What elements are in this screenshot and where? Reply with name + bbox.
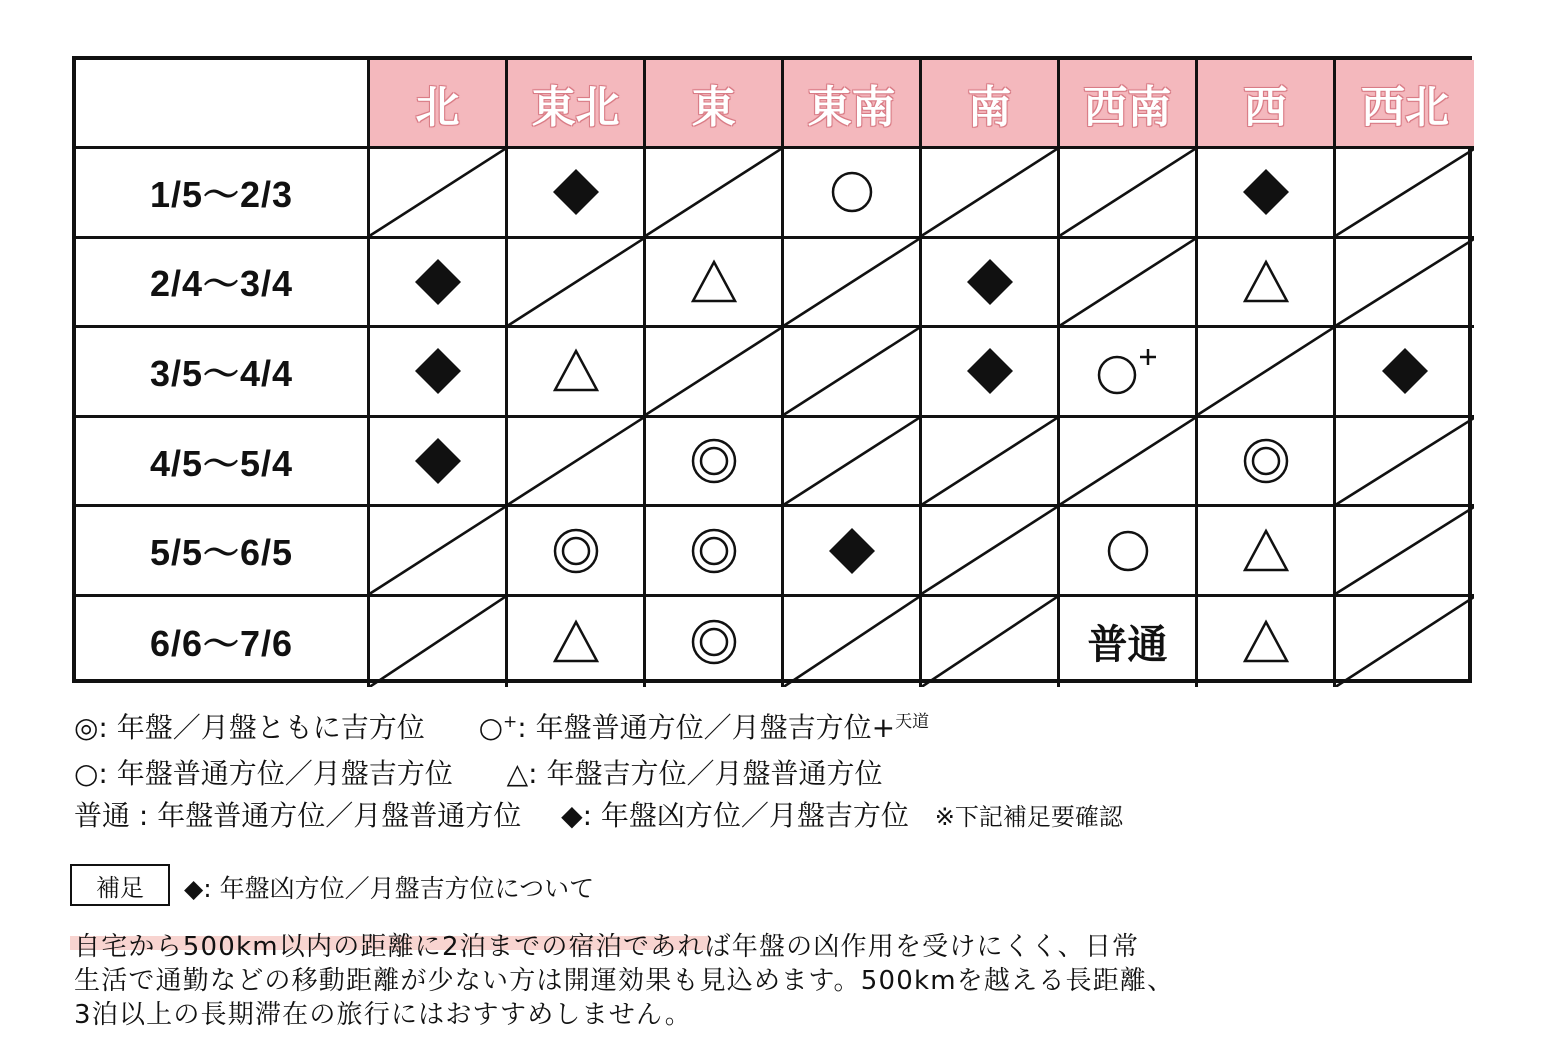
table-cell [370,597,508,687]
legend-triangle: △: 年盤吉方位／月盤普通方位 [506,757,883,790]
diagonal-slash [1336,149,1474,236]
table-cell [1198,507,1336,597]
diagonal-slash [370,149,505,236]
table-cell [1060,507,1198,597]
header-direction [1198,60,1336,149]
table-cell [646,507,784,597]
double-circle-icon [687,615,741,669]
table-cell [1336,597,1474,687]
supplement-line-3: 3泊以上の長期滞在の旅行にはおすすめしません。 [74,1000,692,1030]
circle-icon [825,165,879,219]
table-cell [1198,328,1336,418]
diagonal-slash [508,239,643,326]
row-date: 3/5～4/4 [149,352,294,394]
table-cell [370,149,508,239]
legend-normal: 普通 : 年盤普通方位／月盤普通方位 [74,799,522,832]
table-cell [370,418,508,508]
direction-label: 西 [1243,82,1288,133]
row-date: 5/5～6/5 [149,532,294,574]
table-cell [1198,239,1336,329]
header-direction [784,60,922,149]
diamond-icon [411,344,465,398]
row-date: 4/5～5/4 [149,442,294,484]
diagonal-slash [784,239,919,326]
header-direction [1336,60,1474,149]
direction-label: 西北 [1361,82,1449,133]
direction-label: 南 [967,82,1012,133]
table-cell [646,239,784,329]
table-cell [1198,149,1336,239]
table-cell [508,418,646,508]
supplement-label-box [70,864,170,906]
row-date: 1/5～2/3 [149,173,294,215]
table-cell [1336,507,1474,597]
diagonal-slash [1198,328,1333,415]
row-date: 2/4～3/4 [149,263,294,305]
diagonal-slash [922,597,1057,687]
diagonal-slash [784,597,919,687]
diagonal-slash [1336,239,1474,326]
table-cell [922,597,1060,687]
direction-label: 西南 [1083,82,1172,133]
row-date-cell [76,149,370,239]
table-cell [1060,149,1198,239]
diagonal-slash [1060,239,1195,326]
table-cell [784,149,922,239]
diagonal-slash [922,507,1057,594]
diagonal-slash [1060,418,1195,505]
triangle-icon [1239,524,1293,578]
legend-circle: ○: 年盤普通方位／月盤吉方位 [74,757,453,790]
row-date-cell [76,328,370,418]
table-cell [370,507,508,597]
diagonal-slash [1060,149,1195,236]
diagonal-slash [646,149,781,236]
diamond-icon [963,344,1017,398]
table-cell [1198,597,1336,687]
table-cell [784,328,922,418]
table-cell [1336,328,1474,418]
header-direction [508,60,646,149]
triangle-icon [549,344,603,398]
table-cell [508,597,646,687]
row-date-cell [76,507,370,597]
table-cell [922,149,1060,239]
header-direction [646,60,784,149]
table-cell [784,597,922,687]
diagonal-slash [922,149,1057,236]
table-cell [646,328,784,418]
diamond-icon [1378,344,1432,398]
diagonal-slash [1336,507,1474,594]
legend-line-1 [74,706,929,746]
legend-double-circle: ◎: 年盤／月盤ともに吉方位 [74,711,425,744]
table-cell [646,149,784,239]
diagonal-slash [784,328,919,415]
table-cell [1060,239,1198,329]
supplement-line-2: 生活で通勤などの移動距離が少ない方は開運効果も見込めます。500kmを越える長距離、 [74,966,1175,996]
diamond-icon [411,434,465,488]
diagonal-slash [370,597,505,687]
diagonal-slash [1336,597,1474,687]
triangle-icon [1239,615,1293,669]
table-cell [922,239,1060,329]
table-cell [922,418,1060,508]
row-date-cell [76,239,370,329]
header-corner [76,60,370,149]
direction-label: 北 [415,82,460,133]
table-cell [370,328,508,418]
direction-label: 東 [691,82,736,133]
supplement-line-1: 自宅から500km以内の距離に2泊までの宿泊であれば年盤の凶作用を受けにくく、日常 [74,932,1140,962]
normal-text-mark: 普通 [1087,622,1168,669]
table-cell [784,418,922,508]
diagonal-slash [508,418,643,505]
diagonal-slash [1336,418,1474,505]
direction-table [72,56,1472,683]
legend-diamond: ◆: 年盤凶方位／月盤吉方位 [561,799,909,832]
table-cell [646,597,784,687]
table-cell [1060,597,1198,687]
table-cell [922,507,1060,597]
header-direction [1060,60,1198,149]
table-cell [1060,418,1198,508]
table-cell [1336,418,1474,508]
circle-plus-icon [1093,344,1163,398]
row-date-cell [76,597,370,687]
legend-line-3 [74,794,1123,834]
diagonal-slash [922,418,1057,505]
diamond-icon [549,165,603,219]
table-cell [508,149,646,239]
supplement-title: ◆: 年盤凶方位／月盤吉方位について [184,874,595,903]
table-cell [1336,149,1474,239]
diamond-icon [825,524,879,578]
diagonal-slash [646,328,781,415]
table-cell [1198,418,1336,508]
double-circle-icon [687,524,741,578]
double-circle-icon [549,524,603,578]
row-date: 6/6～7/6 [149,623,294,665]
diamond-icon [963,255,1017,309]
table-cell [1336,239,1474,329]
diagonal-slash [784,418,919,505]
table-cell [1060,328,1198,418]
table-cell [784,507,922,597]
direction-label: 東南 [807,82,896,133]
legend-note: ※下記補足要確認 [934,803,1123,831]
table-cell [508,239,646,329]
row-date-cell [76,418,370,508]
legend-circle-plus: ○+: 年盤普通方位／月盤吉方位+天道 [478,711,930,744]
header-direction [370,60,508,149]
supplement-label: 補足 [96,873,144,902]
table-cell [922,328,1060,418]
triangle-icon [687,255,741,309]
double-circle-icon [1239,434,1293,488]
double-circle-icon [687,434,741,488]
table-cell [784,239,922,329]
triangle-icon [1239,255,1293,309]
table-cell [508,507,646,597]
table-cell [508,328,646,418]
table-cell [370,239,508,329]
header-direction [922,60,1060,149]
circle-icon [1101,524,1155,578]
direction-label: 東北 [531,82,620,133]
diagonal-slash [370,507,505,594]
table-cell [646,418,784,508]
triangle-icon [549,615,603,669]
legend-line-2 [74,752,882,792]
diamond-icon [1239,165,1293,219]
diamond-icon [411,255,465,309]
